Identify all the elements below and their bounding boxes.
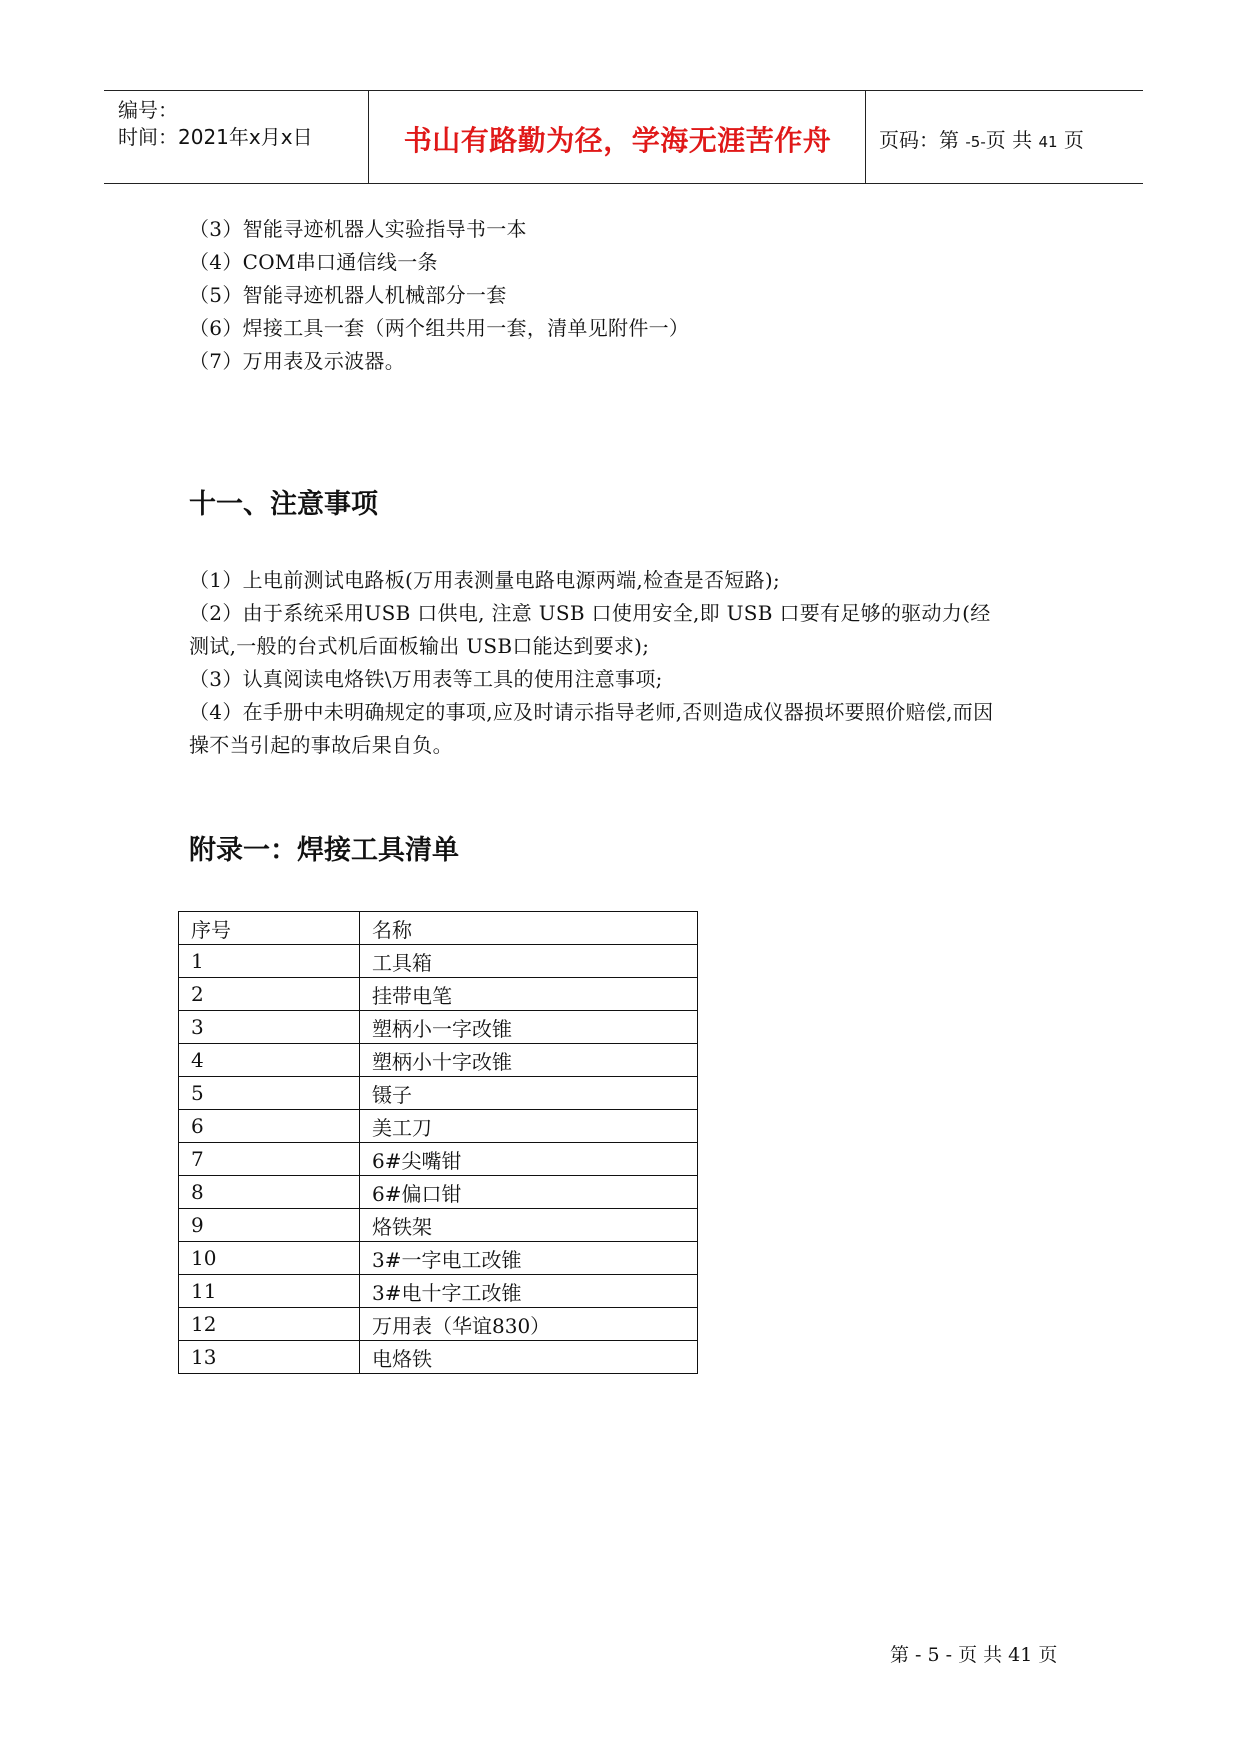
notes-line: 操不当引起的事故后果自负。 [189, 733, 453, 757]
table-row [179, 1242, 698, 1275]
tool-number-cell: 13 [179, 1341, 360, 1374]
header-page-number [879, 124, 1084, 153]
table-row [179, 1308, 698, 1341]
notes-line: （3）认真阅读电烙铁\万用表等工具的使用注意事项; [189, 667, 663, 691]
equipment-item: （3）智能寻迹机器人实验指导书一本 [189, 217, 527, 241]
table-row [179, 1044, 698, 1077]
section-heading-appendix: 附录一：焊接工具清单 [189, 835, 459, 866]
tool-number-cell: 11 [179, 1275, 360, 1308]
page-current: -5- [965, 133, 986, 151]
tool-name-cell: 塑柄小一字改锥 [360, 1011, 698, 1044]
equipment-item: （5）智能寻迹机器人机械部分一套 [189, 283, 507, 307]
tool-number-cell: 9 [179, 1209, 360, 1242]
table-row [179, 978, 698, 1011]
tool-name-cell: 美工刀 [360, 1110, 698, 1143]
tool-number-cell: 1 [179, 945, 360, 978]
equipment-item: （7）万用表及示波器。 [189, 349, 406, 373]
table-row [179, 1011, 698, 1044]
page-prefix: 页码：第 [879, 128, 959, 152]
column-header-name: 名称 [360, 912, 698, 945]
tool-number-cell: 6 [179, 1110, 360, 1143]
tool-number-cell: 2 [179, 978, 360, 1011]
header-page-cell [867, 91, 1143, 183]
table-row [179, 1341, 698, 1374]
equipment-item: （6）焊接工具一套（两个组共用一套，清单见附件一） [189, 316, 690, 340]
tool-name-cell: 塑柄小十字改锥 [360, 1044, 698, 1077]
table-row [179, 1176, 698, 1209]
notes-line: （2）由于系统采用USB 口供电, 注意 USB 口使用安全,即 USB 口要有足够的驱动力(经 [189, 601, 991, 625]
tool-name-cell: 万用表（华谊830） [360, 1308, 698, 1341]
table-row [179, 1275, 698, 1308]
tool-name-cell: 电烙铁 [360, 1341, 698, 1374]
tool-name-cell: 工具箱 [360, 945, 698, 978]
tool-name-cell: 6#尖嘴钳 [360, 1143, 698, 1176]
tool-name-cell: 烙铁架 [360, 1209, 698, 1242]
column-header-number: 序号 [179, 912, 360, 945]
table-row [179, 1077, 698, 1110]
header-info-cell [104, 91, 369, 183]
section-heading-notes: 十一、注意事项 [189, 489, 378, 520]
page-footer: 第 - 5 - 页 共 41 页 [890, 1644, 1058, 1666]
tool-name-cell: 挂带电笔 [360, 978, 698, 1011]
table-row [179, 945, 698, 978]
tool-number-cell: 3 [179, 1011, 360, 1044]
page-total: 41 [1038, 133, 1058, 151]
equipment-item: （4）COM串口通信线一条 [189, 250, 438, 274]
tools-table [178, 911, 698, 1374]
document-time-label: 时间：2021年x月x日 [118, 125, 313, 149]
tool-number-cell: 8 [179, 1176, 360, 1209]
document-number-label: 编号： [118, 98, 178, 122]
header-motto-cell [370, 91, 866, 183]
tool-name-cell: 6#偏口钳 [360, 1176, 698, 1209]
table-row [179, 1209, 698, 1242]
page-mid: 页 共 [985, 128, 1033, 152]
page-suffix: 页 [1063, 128, 1084, 152]
page-header [104, 90, 1143, 184]
notes-line: （1）上电前测试电路板(万用表测量电路电源两端,检查是否短路); [189, 568, 781, 592]
notes-line: （4）在手册中未明确规定的事项,应及时请示指导老师,否则造成仪器损坏要照价赔偿,而因 [189, 700, 994, 724]
table-row [179, 1143, 698, 1176]
table-row [179, 1110, 698, 1143]
tool-name-cell: 镊子 [360, 1077, 698, 1110]
tool-number-cell: 12 [179, 1308, 360, 1341]
header-motto: 书山有路勤为径，学海无涯苦作舟 [403, 124, 832, 157]
tool-number-cell: 5 [179, 1077, 360, 1110]
tool-number-cell: 4 [179, 1044, 360, 1077]
tool-name-cell: 3#一字电工改锥 [360, 1242, 698, 1275]
tool-number-cell: 10 [179, 1242, 360, 1275]
tool-name-cell: 3#电十字工改锥 [360, 1275, 698, 1308]
table-header-row [179, 912, 698, 945]
notes-line: 测试,一般的台式机后面板输出 USB口能达到要求); [189, 634, 650, 658]
tool-number-cell: 7 [179, 1143, 360, 1176]
